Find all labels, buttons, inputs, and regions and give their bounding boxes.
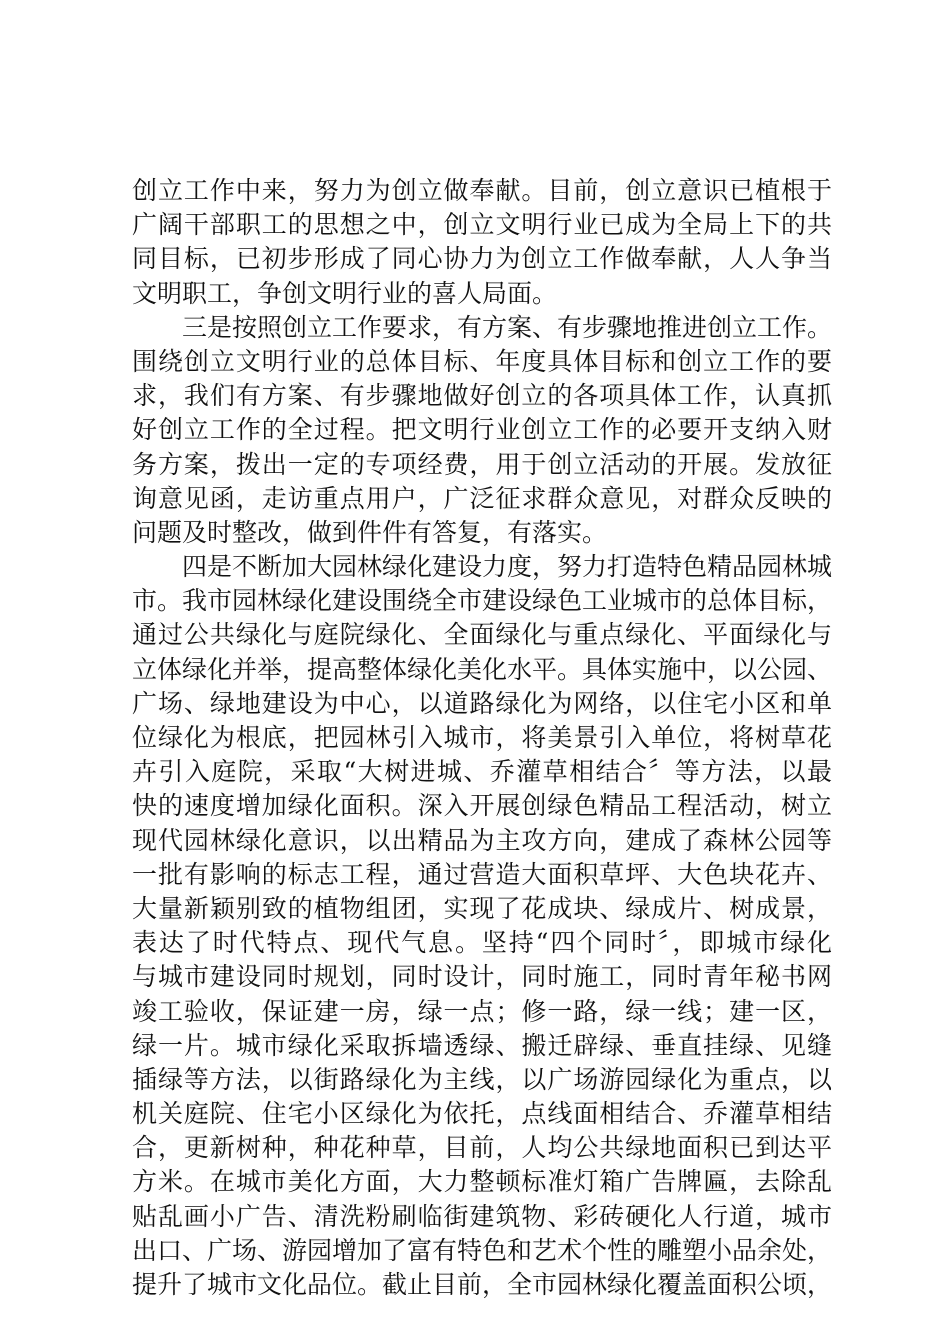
text-line: 询意见函，走访重点用户，广泛征求群众意见，对群众反映的 [132,483,832,513]
text-line: 快的速度增加绿化面积。深入开展创绿色精品工程活动，树立 [132,791,832,821]
text-line: 围绕创立文明行业的总体目标、年度具体目标和创立工作的要 [132,346,832,376]
text-line: 四是不断加大园林绿化建设力度，努力打造特色精品园林城 [132,552,833,582]
text-line: 出口、广场、游园增加了富有特色和艺术个性的雕塑小品余处， [132,1235,833,1265]
text-line: 插绿等方法，以街路绿化为主线，以广场游园绿化为重点，以 [132,1064,832,1094]
text-line: 求，我们有方案、有步骤地做好创立的各项具体工作，认真抓 [132,381,832,411]
text-line: 立体绿化并举，提高整体绿化美化水平。具体实施中，以公园、 [132,654,833,684]
text-line: 广阔干部职工的思想之中，创立文明行业已成为全局上下的共 [132,210,832,240]
text-line: 广场、绿地建设为中心，以道路绿化为网络，以住宅小区和单 [132,688,832,718]
text-line: 好创立工作的全过程。把文明行业创立工作的必要开支纳入财 [132,415,832,445]
text-line: 与城市建设同时规划，同时设计，同时施工，同时青年秘书网 [132,962,832,992]
text-line: 大量新颖别致的植物组团，实现了花成块、绿成片、树成景， [132,893,832,923]
text-line: 通过公共绿化与庭院绿化、全面绿化与重点绿化、平面绿化与 [132,620,832,650]
text-line: 方米。在城市美化方面，大力整顿标准灯箱广告牌匾，去除乱 [132,1167,832,1197]
text-line: 贴乱画小广告、清洗粉刷临街建筑物、彩砖硬化人行道，城市 [132,1201,832,1231]
paragraph-1 [132,174,832,311]
paragraph-3 [132,550,832,1302]
text-line: 绿一片。城市绿化采取拆墙透绿、搬迁辟绿、垂直挂绿、见缝 [132,1030,832,1060]
text-line: 合，更新树种，种花种草，目前，人均公共绿地面积已到达平 [132,1133,832,1163]
text-line: 问题及时整改，做到件件有答复，有落实。 [132,517,608,547]
text-line: 同目标，已初步形成了同心协力为创立工作做奉献，人人争当 [132,244,832,274]
text-line: 竣工验收，保证建一房，绿一点；修一路，绿一线；建一区， [132,996,832,1026]
text-line: 一批有影响的标志工程，通过营造大面积草坪、大色块花卉、 [132,859,832,889]
body-text [132,174,832,1302]
paragraph-2 [132,311,832,550]
text-line: 机关庭院、住宅小区绿化为依托，点线面相结合、乔灌草相结 [132,1099,832,1129]
text-line: 位绿化为根底，把园林引入城市，将美景引入单位，将树草花 [132,723,832,752]
text-line: 卉引入庭院，采取“大树进城、乔灌草相结合〞等方法，以最 [132,757,832,787]
text-line: 务方案，拨出一定的专项经费，用于创立活动的开展。发放征 [132,449,832,479]
text-line: 表达了时代特点、现代气息。坚持“四个同时〞，即城市绿化 [132,928,832,958]
text-line: 市。我市园林绿化建设围绕全市建设绿色工业城市的总体目标， [132,586,833,616]
text-line: 创立工作中来，努力为创立做奉献。目前，创立意识已植根于 [132,176,832,205]
text-line: 三是按照创立工作要求，有方案、有步骤地推进创立工作。 [132,312,833,342]
text-line: 文明职工，争创文明行业的喜人局面。 [132,278,558,308]
text-line: 提升了城市文化品位。截止目前，全市园林绿化覆盖面积公顷， [132,1270,833,1299]
text-line: 现代园林绿化意识，以出精品为主攻方向，建成了森林公园等 [132,825,832,855]
